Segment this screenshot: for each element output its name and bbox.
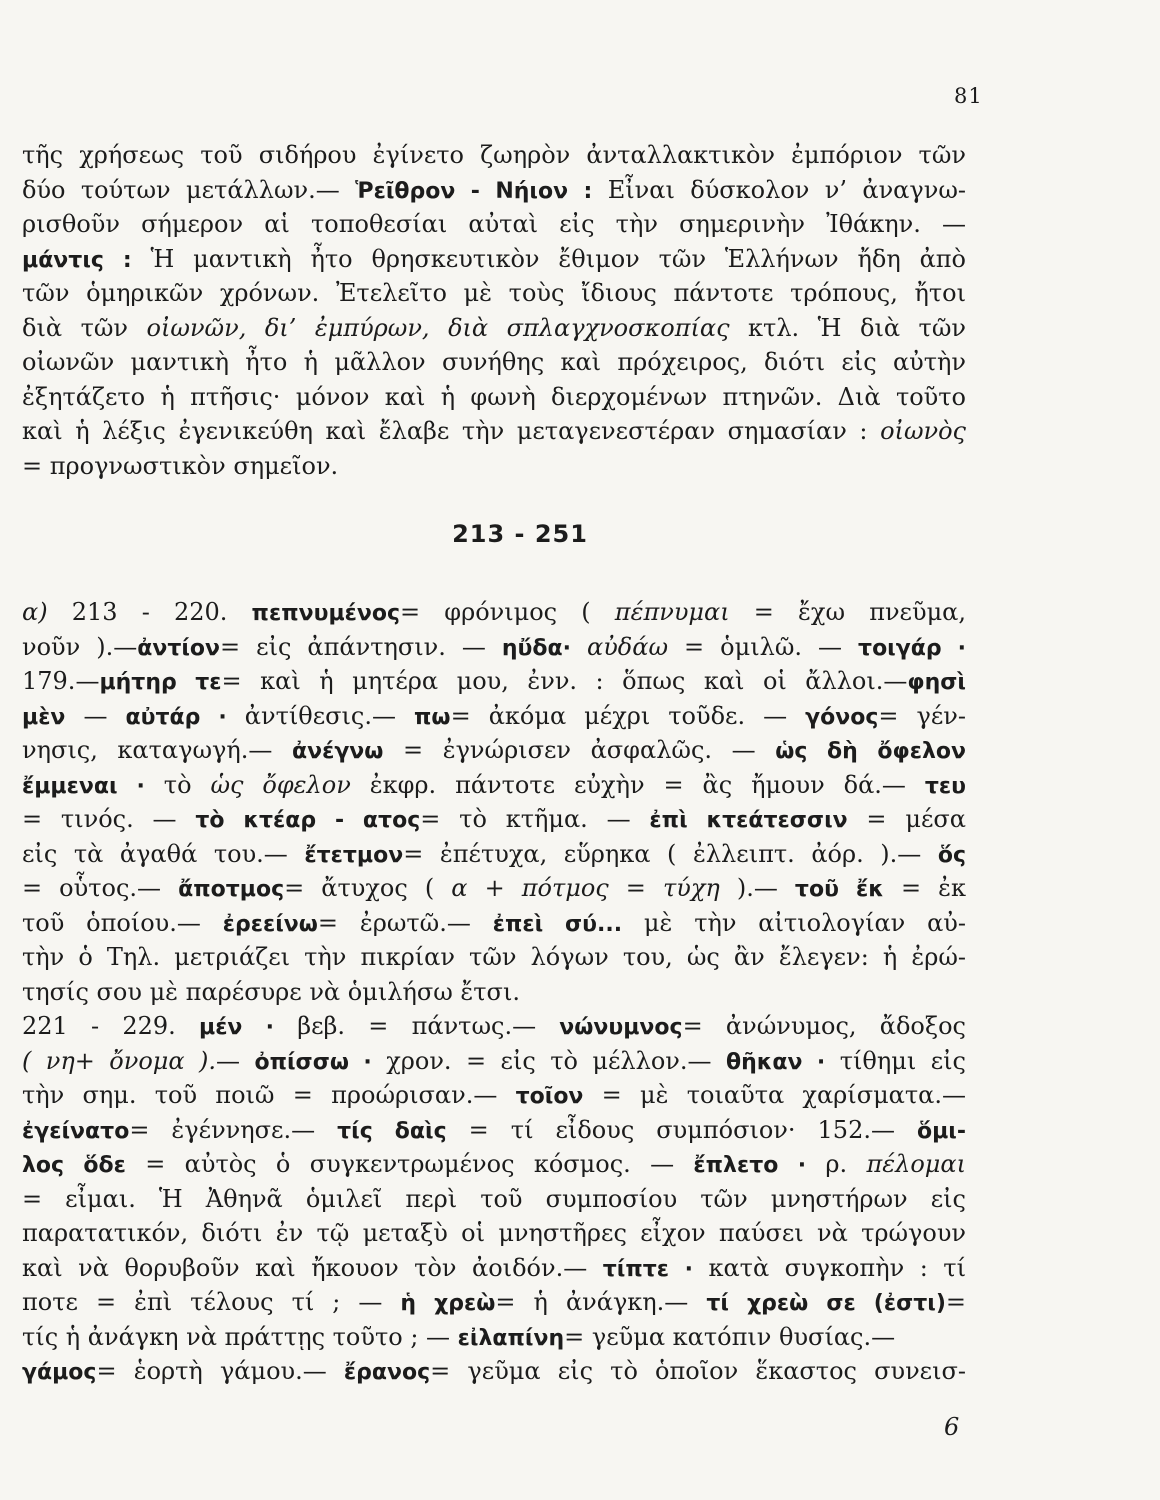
- body-text: τὸ: [144, 770, 211, 799]
- headword: θῆκαν ·: [725, 1049, 826, 1075]
- body-text: τῶν ὁμηρικῶν χρόνων. Ἐτελεῖτο μὲ τοὺς ἴδιους πάντοτε τρόπους, ἤτοι: [22, 279, 966, 307]
- body-text: = εἶμαι. Ἡ Ἀθηνᾶ ὁμιλεῖ περὶ τοῦ συμποσίου τῶν μνηστήρων εἰς: [22, 1184, 966, 1213]
- headword: εἰλαπίνη: [457, 1325, 565, 1351]
- headword: ἐπεὶ σύ...: [492, 911, 623, 937]
- headword: ἐγείνατο: [22, 1118, 130, 1144]
- text-line: [22, 173, 966, 208]
- headword: γόνος: [805, 704, 879, 730]
- body-text: τησίς σου μὲ παρέσυρε νὰ ὁμιλήσω ἔτσι.: [22, 977, 520, 1006]
- italic-text: ( νη+ ὄνομα ).: [22, 1046, 217, 1075]
- body-text: 179.—: [22, 667, 100, 695]
- body-text: = ἀκόμα μέχρι τοῦδε. —: [450, 701, 806, 730]
- text-line: [22, 311, 966, 346]
- body-text: = ἐγέννησε.—: [129, 1115, 338, 1144]
- body-text: μὲ τὴν αἰτιολογίαν αὐ-: [622, 908, 967, 937]
- text-line: [22, 1009, 966, 1044]
- headword: νώνυμνος: [559, 1015, 683, 1040]
- headword: τίπτε ·: [602, 1256, 693, 1282]
- body-text: Εἶναι δύσκολον ν’ ἀναγνω-: [592, 175, 966, 204]
- body-text: 221 - 229.: [22, 1012, 199, 1040]
- body-text: = ἡ ἀνάγκη.—: [495, 1288, 707, 1316]
- body-text: ποτε = ἐπὶ τέλους τί ; —: [22, 1288, 401, 1316]
- body-text: = οὗτος.—: [22, 874, 179, 902]
- body-text: ρ.: [806, 1150, 867, 1178]
- body-text: διὰ τῶν: [22, 313, 147, 342]
- body-text: = ἑορτὴ γάμου.—: [96, 1357, 344, 1385]
- text-line: [22, 1285, 966, 1320]
- headword: πεπνυμένος: [251, 601, 401, 626]
- body-text: 213 - 220.: [47, 598, 252, 626]
- body-text: = γεῦμα εἰς τὸ ὁποῖον ἕκαστος συνεισ-: [430, 1357, 966, 1385]
- body-text: ἐκφρ. πάντοτε εὐχὴν = ἂς ἤμουν δά.—: [350, 770, 925, 799]
- italic-text: α): [22, 598, 48, 626]
- text-line: [22, 138, 966, 173]
- italic-text: πέπνυμαι: [590, 598, 730, 626]
- headword: μὲν: [22, 704, 66, 730]
- headword: ἡ χρεὼ: [400, 1291, 496, 1316]
- text-line: [22, 380, 966, 415]
- body-text: = ἐκ: [883, 874, 967, 902]
- body-text: οἰωνῶν μαντικὴ ἦτο ἡ μᾶλλον συνήθης καὶ πρόχειρος, διότι εἰς αὐτὴν: [22, 348, 966, 376]
- body-text: τίς ἡ ἀνάγκη νὰ πράττῃς τοῦτο ; —: [22, 1322, 458, 1351]
- text-line: [22, 1216, 966, 1251]
- headword: πω: [414, 704, 451, 730]
- text-line: [22, 1320, 966, 1355]
- text-line: [22, 1182, 966, 1217]
- text-line: [22, 733, 966, 768]
- headword: ἔτετμον: [304, 842, 404, 868]
- text-line: [22, 906, 966, 941]
- body-text: = ἐγνώρισεν ἀσφαλῶς. —: [383, 736, 776, 764]
- body-text: ).—: [719, 874, 795, 902]
- headword: τίς δαὶς: [337, 1118, 447, 1144]
- body-text: παρατατικόν, διότι ἐν τῷ μεταξὺ οἱ μνηστῆρες εἶχον παύσει νὰ τρώγουν: [22, 1219, 966, 1247]
- body-text: = ἄτυχος (: [284, 874, 452, 902]
- text-line: [22, 630, 966, 665]
- headword: ἔρανος: [343, 1360, 431, 1385]
- body-text: = τί εἶδους συμπόσιον· 152.—: [446, 1115, 917, 1144]
- page-number: 81: [954, 84, 983, 108]
- headword: τευ: [924, 773, 966, 799]
- headword: γάμος: [22, 1360, 97, 1385]
- body-text: ρισθοῦν σήμερον αἱ τοποθεσίαι αὐταὶ εἰς τὴν σημερινὴν Ἰθάκην. —: [22, 210, 966, 238]
- text-line: [22, 871, 966, 906]
- headword: αὐτάρ ·: [125, 704, 227, 730]
- body-text: = καὶ ἡ μητέρα μου, ἐνν. : ὅπως καὶ οἱ ἄλλοι.—: [221, 667, 908, 695]
- body-text: —: [65, 701, 126, 730]
- text-line: [22, 699, 966, 734]
- body-text: κατὰ συγκοπὴν : τί: [692, 1253, 966, 1282]
- headword: μέν ·: [199, 1015, 275, 1040]
- body-text: = ὁμιλῶ. —: [668, 632, 859, 661]
- headword: ὅμι-: [916, 1118, 966, 1144]
- text-line: [22, 1044, 966, 1079]
- body-text: ἀντίθεσις.—: [226, 701, 415, 730]
- headword: τοιγάρ ·: [858, 635, 966, 661]
- headword: ὅς: [937, 842, 966, 868]
- text-line: [22, 975, 966, 1010]
- headword: φησὶ: [907, 670, 966, 695]
- body-text: = αὐτὸς ὁ συγκεντρωμένος κόσμος. —: [125, 1150, 694, 1178]
- text-line: [22, 1113, 966, 1148]
- headword: Ῥεῖθρον - Νήιον :: [355, 178, 593, 204]
- text-line: [22, 207, 966, 242]
- body-text: = τινός. —: [22, 805, 196, 833]
- body-text: εἰς τὰ ἀγαθά του.—: [22, 839, 305, 868]
- italic-text: οἰωνῶν, δι’ ἐμπύρων, διὰ σπλαγχνοσκοπίας: [146, 313, 730, 342]
- headword: ἄποτμος: [178, 877, 285, 902]
- text-line: [22, 345, 966, 380]
- text-line: [22, 414, 966, 449]
- body-text: τοῦ ὁποίου.—: [22, 908, 223, 937]
- headword: τί χρεὼ σε (ἐστι): [706, 1291, 946, 1316]
- italic-text: πέλομαι: [866, 1150, 966, 1178]
- body-text: τίθημι εἰς: [825, 1046, 966, 1075]
- headword: ἀντίον: [137, 635, 221, 661]
- text-line: [22, 837, 966, 872]
- body-text: = γεῦμα κατόπιν θυσίας.—: [564, 1322, 896, 1351]
- text-line: [22, 940, 966, 975]
- body-text: Ἡ μαντικὴ ἦτο θρησκευτικὸν ἔθιμον τῶν Ἑλλήνων ἤδη ἀπὸ: [131, 244, 966, 273]
- headword: τὸ κτέαρ - ατος: [195, 808, 421, 833]
- headword: μάντις :: [22, 247, 132, 273]
- headword: ὀπίσσω ·: [254, 1049, 372, 1075]
- body-text: δύο τούτων μετάλλων.—: [22, 175, 356, 204]
- italic-text: α + πότμος = τύχη: [451, 874, 720, 902]
- body-text: = ἔχω πνεῦμα,: [729, 598, 967, 626]
- italic-text: ὡς ὄφελον: [210, 770, 351, 799]
- body-text: τὴν ὁ Τηλ. μετριάζει τὴν πικρίαν τῶν λόγων του, ὡς ἂν ἔλεγεν: ἡ ἐρώ-: [22, 943, 966, 971]
- body-text: τῆς χρήσεως τοῦ σιδήρου ἐγίνετο ζωηρὸν ἀνταλλακτικὸν ἐμπόριον τῶν: [22, 141, 966, 169]
- text-line: [22, 595, 966, 630]
- text-line: [22, 768, 966, 803]
- body-text: = προγνωστικὸν σημεῖον.: [22, 451, 339, 480]
- body-text: τὴν σημ. τοῦ ποιῶ = προώρισαν.—: [22, 1081, 516, 1109]
- body-text: = μέσα: [847, 805, 966, 833]
- body-text: ἐξητάζετο ἡ πτῆσις· μόνον καὶ ἡ φωνὴ διερχομένων πτηνῶν. Διὰ τοῦτο: [22, 382, 966, 411]
- headword: λος ὅδε: [22, 1153, 126, 1178]
- text-line: [22, 276, 966, 311]
- paragraph-2: [22, 595, 966, 1389]
- body-text: = γέν-: [878, 701, 967, 730]
- body-text: = εἰς ἀπάντησιν. —: [220, 632, 502, 661]
- body-text: = φρόνιμος (: [400, 598, 591, 626]
- headword: μήτηρ τε: [99, 670, 222, 695]
- text-line: [22, 1147, 966, 1182]
- body-text: = μὲ τοιαῦτα χαρίσματα.—: [583, 1081, 966, 1109]
- text-line: [22, 1354, 966, 1389]
- body-text: = τὸ κτῆμα. —: [420, 805, 650, 833]
- headword: ηὔδα·: [501, 635, 571, 661]
- body-text: καὶ νὰ θορυβοῦν καὶ ἤκουον τὸν ἀοιδόν.—: [22, 1253, 603, 1282]
- italic-text: αὐδάω: [571, 632, 669, 661]
- headword: ἐπὶ κτεάτεσσιν: [649, 808, 848, 833]
- text-line: [22, 449, 966, 484]
- headword: τοῦ ἔκ: [794, 877, 884, 902]
- body-text: = ἐπέτυχα, εὕρηκα ( ἐλλειπτ. ἀόρ. ).—: [403, 839, 938, 868]
- body-text: = ἀνώνυμος, ἄδοξος: [682, 1012, 966, 1040]
- body-text: βεβ. = πάντως.—: [274, 1012, 560, 1040]
- body-text: = ἐρωτῶ.—: [317, 908, 493, 937]
- italic-text: οἰωνὸς: [880, 417, 966, 445]
- headword: ἔπλετο ·: [693, 1153, 807, 1178]
- body-text: νοῦν ).—: [22, 632, 138, 661]
- text-line: [22, 664, 966, 699]
- section-heading: 213 - 251: [452, 520, 588, 548]
- body-text: καὶ ἡ λέξις ἐγενικεύθη καὶ ἔλαβε τὴν μεταγενεστέραν σημασίαν :: [22, 417, 881, 445]
- body-text: κτλ. Ἡ διὰ τῶν: [729, 313, 966, 342]
- headword: ὡς δὴ ὄφελον: [775, 739, 967, 764]
- headword: ἀνέγνω: [291, 739, 384, 764]
- text-line: [22, 242, 966, 277]
- text-line: [22, 1078, 966, 1113]
- body-text: —: [216, 1046, 255, 1075]
- headword: ἔμμεναι ·: [22, 773, 145, 799]
- body-text: =: [945, 1288, 966, 1316]
- body-text: νησις, καταγωγή.—: [22, 736, 292, 764]
- paragraph-1: [22, 138, 966, 483]
- body-text: χρον. = εἰς τὸ μέλλον.—: [371, 1046, 726, 1075]
- headword: τοῖον: [515, 1084, 584, 1109]
- headword: ἐρεείνω: [222, 911, 318, 937]
- text-line: [22, 1251, 966, 1286]
- sheet-number: 6: [944, 1413, 960, 1441]
- text-line: [22, 802, 966, 837]
